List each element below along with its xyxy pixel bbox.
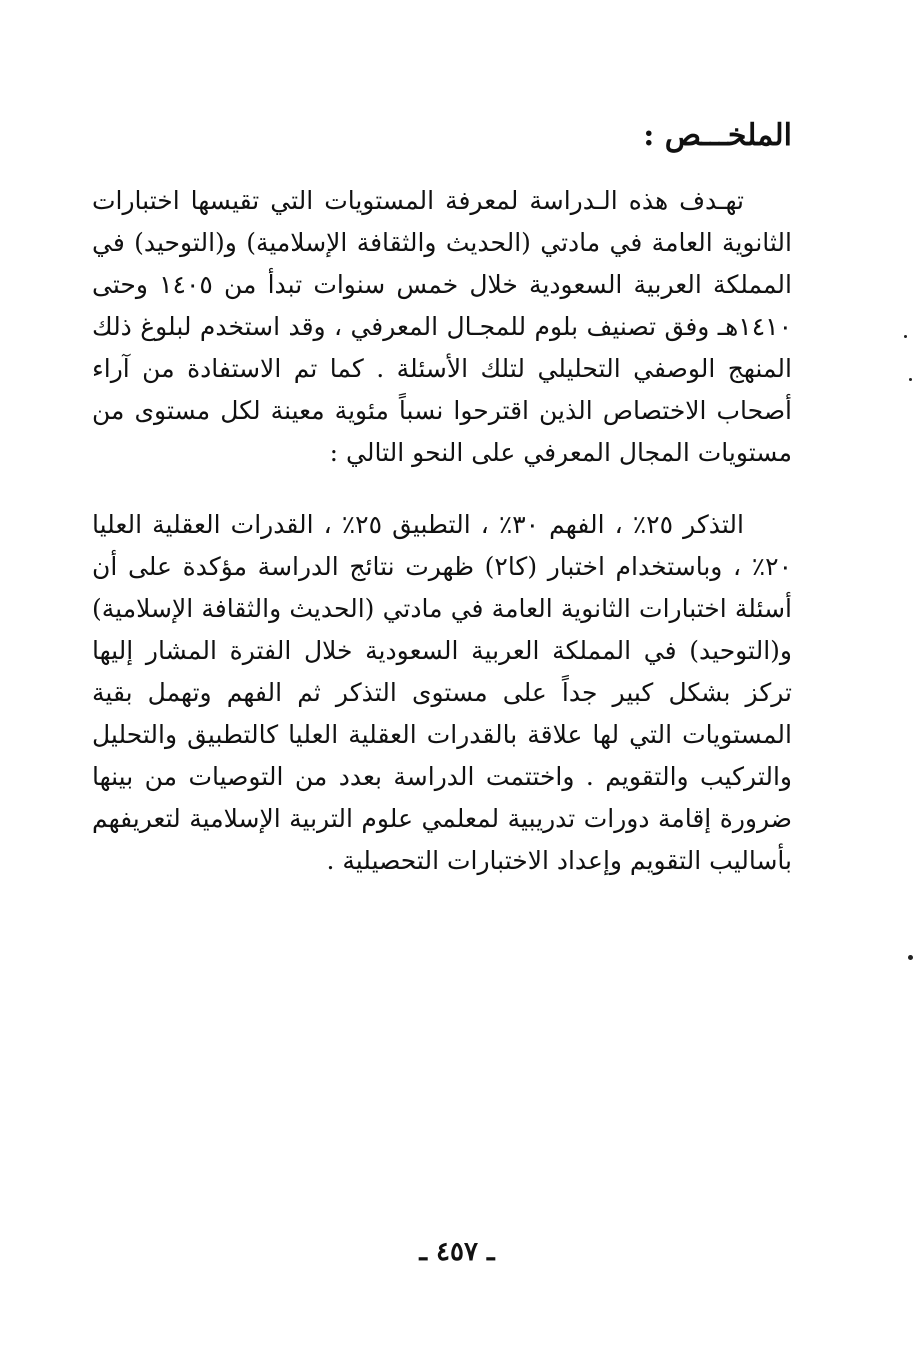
page-number: ـ ٤٥٧ ـ xyxy=(419,1237,495,1267)
scan-speck xyxy=(904,335,907,338)
abstract-paragraph-1: تهـدف هذه الـدراسة لمعرفة المستويات التي تقيسها اختبارات الثانوية العامة في مادتي (الحديث والثقافة الإسلامية) و(التوحيد) في المملكة العربية السعودية خلال خمس سنوات تبدأ من ١٤٠٥ وحتى ١٤١٠هـ وفق تصنيف بلوم للمجـال المعرفي ، وقد استخدم لبلوغ ذلك المنهج الوصفي التحليلي لتلك الأسئلة . كما تم الاستفادة من آراء أصحاب الاختصاص الذين اقترحوا نسباً مئوية معينة لكل مستوى من مستويات المجال المعرفي على النحو التالي : xyxy=(92,186,792,467)
abstract-paragraph-2: التذكر ٢٥٪ ، الفهم ٣٠٪ ، التطبيق ٢٥٪ ، القدرات العقلية العليا ٢٠٪ ، وباستخدام اختبار (كا٢) ظهرت نتائج الدراسة مؤكدة على أن أسئلة اختبارات الثانوية العامة في مادتي (الحديث والثقافة الإسلامية) و(التوحيد) في المملكة العربية السعودية خلال الفترة المشار إليها تركز بشكل كبير جداً على مستوى التذكر ثم الفهم وتهمل بقية المستويات التي لها علاقة بالقدرات العقلية العليا كالتطبيق والتحليل والتركيب والتقويم . واختتمت الدراسة بعدد من التوصيات من بينها ضرورة إقامة دورات تدريبية لمعلمي علوم التربية الإسلامية لتعريفهم بأساليب التقويم وإعداد الاختبارات التحصيلية . xyxy=(92,510,792,875)
abstract-heading: الملخـــص : xyxy=(643,118,792,153)
abstract-body xyxy=(92,180,792,912)
scan-speck xyxy=(908,955,913,960)
scan-speck xyxy=(909,378,912,381)
